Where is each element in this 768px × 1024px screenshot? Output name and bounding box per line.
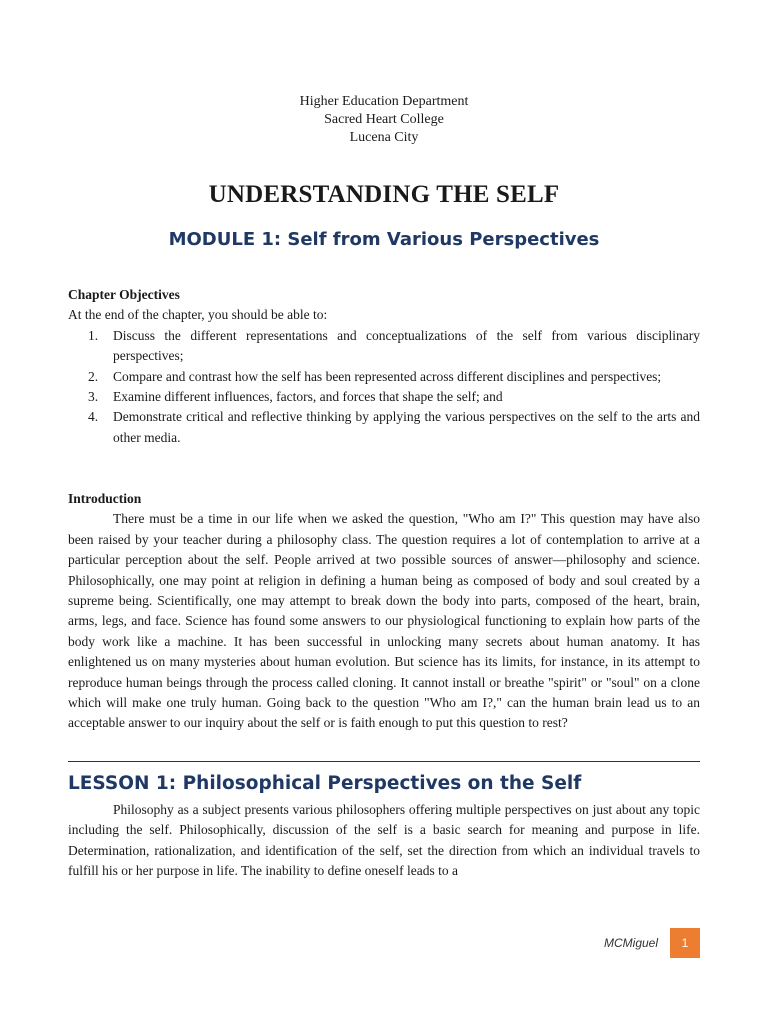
introduction-heading: Introduction: [68, 491, 142, 506]
objectives-heading: Chapter Objectives: [68, 287, 180, 302]
city-name: Lucena City: [349, 130, 419, 145]
objective-number: 1.: [88, 327, 99, 343]
introduction-paragraph: There must be a time in our life when we asked the question, "Who am I?" This question may have also been raised by your teacher during a philosophy class. The question requires a lot of contemplation to arrive at a particular perception about the self. People arrived at two possible sources of answer—philosophy and science. Philosophically, one may point at religion in defining a human being as composed of body and soul created by a supreme being. Scientifically, one may attempt to break down the body into parts, composed of the heart, brain, arms, legs, and face. Science has found some answers to our physiological functioning to explain how parts of the body work like a machine. It has been successful in unlocking many secrets about human anatomy. It has enlightened us on many mysteries about human evolution. But science has its limits, for instance, in its attempt to reproduce human beings through the process called cloning. It cannot install or breathe "spirit" or "soul" on a clone which will make one truly human. Going back to the question "Who am I?," can the human brain lead us to an acceptable answer to our inquiry about the self or is faith enough to put this question to rest?: [68, 511, 700, 731]
objectives-intro: At the end of the chapter, you should be able to:: [68, 307, 328, 323]
lesson-section: [68, 800, 700, 882]
footer-author: MCMiguel: [604, 936, 659, 950]
objective-item: [68, 387, 700, 407]
college-name: Sacred Heart College: [324, 112, 444, 127]
document-title: UNDERSTANDING THE SELF: [208, 181, 560, 208]
objective-text: Examine different influences, factors, and forces that shape the self; and: [113, 389, 503, 405]
objectives-list: [68, 326, 700, 448]
department-name: Higher Education Department: [299, 94, 469, 109]
objective-item: [68, 407, 700, 448]
objective-text: Demonstrate critical and reflective thinking by applying the various perspectives on the self to the arts and other media.: [113, 409, 700, 445]
section-divider: [68, 761, 700, 762]
objective-text: Compare and contrast how the self has been represented across different disciplines and perspectives;: [113, 368, 662, 384]
objective-text: Discuss the different representations and conceptualizations of the self from various disciplinary perspectives;: [113, 327, 700, 364]
objective-number: 3.: [88, 389, 99, 405]
introduction-section: [68, 489, 700, 734]
module-title: MODULE 1: Self from Various Perspectives: [168, 229, 600, 250]
objective-item: [68, 367, 700, 387]
objective-number: 2.: [88, 368, 99, 384]
lesson-paragraph: Philosophy as a subject presents various philosophers offering multiple perspectives on just about any topic including the self. Philosophically, discussion of the self is a basic search for meaning and purpose in life. Determination, rationalization, and identification of the self, set the direction from which an individual travels to fulfill his or her purpose in life. The inability to define oneself leads to a: [68, 802, 700, 879]
institution-header: [68, 93, 700, 147]
objective-item: [68, 326, 700, 367]
lesson-title: LESSON 1: Philosophical Perspectives on the Self: [68, 773, 582, 794]
page-number-badge: 1: [670, 928, 700, 958]
chapter-objectives: [68, 285, 700, 448]
objective-number: 4.: [88, 409, 99, 425]
